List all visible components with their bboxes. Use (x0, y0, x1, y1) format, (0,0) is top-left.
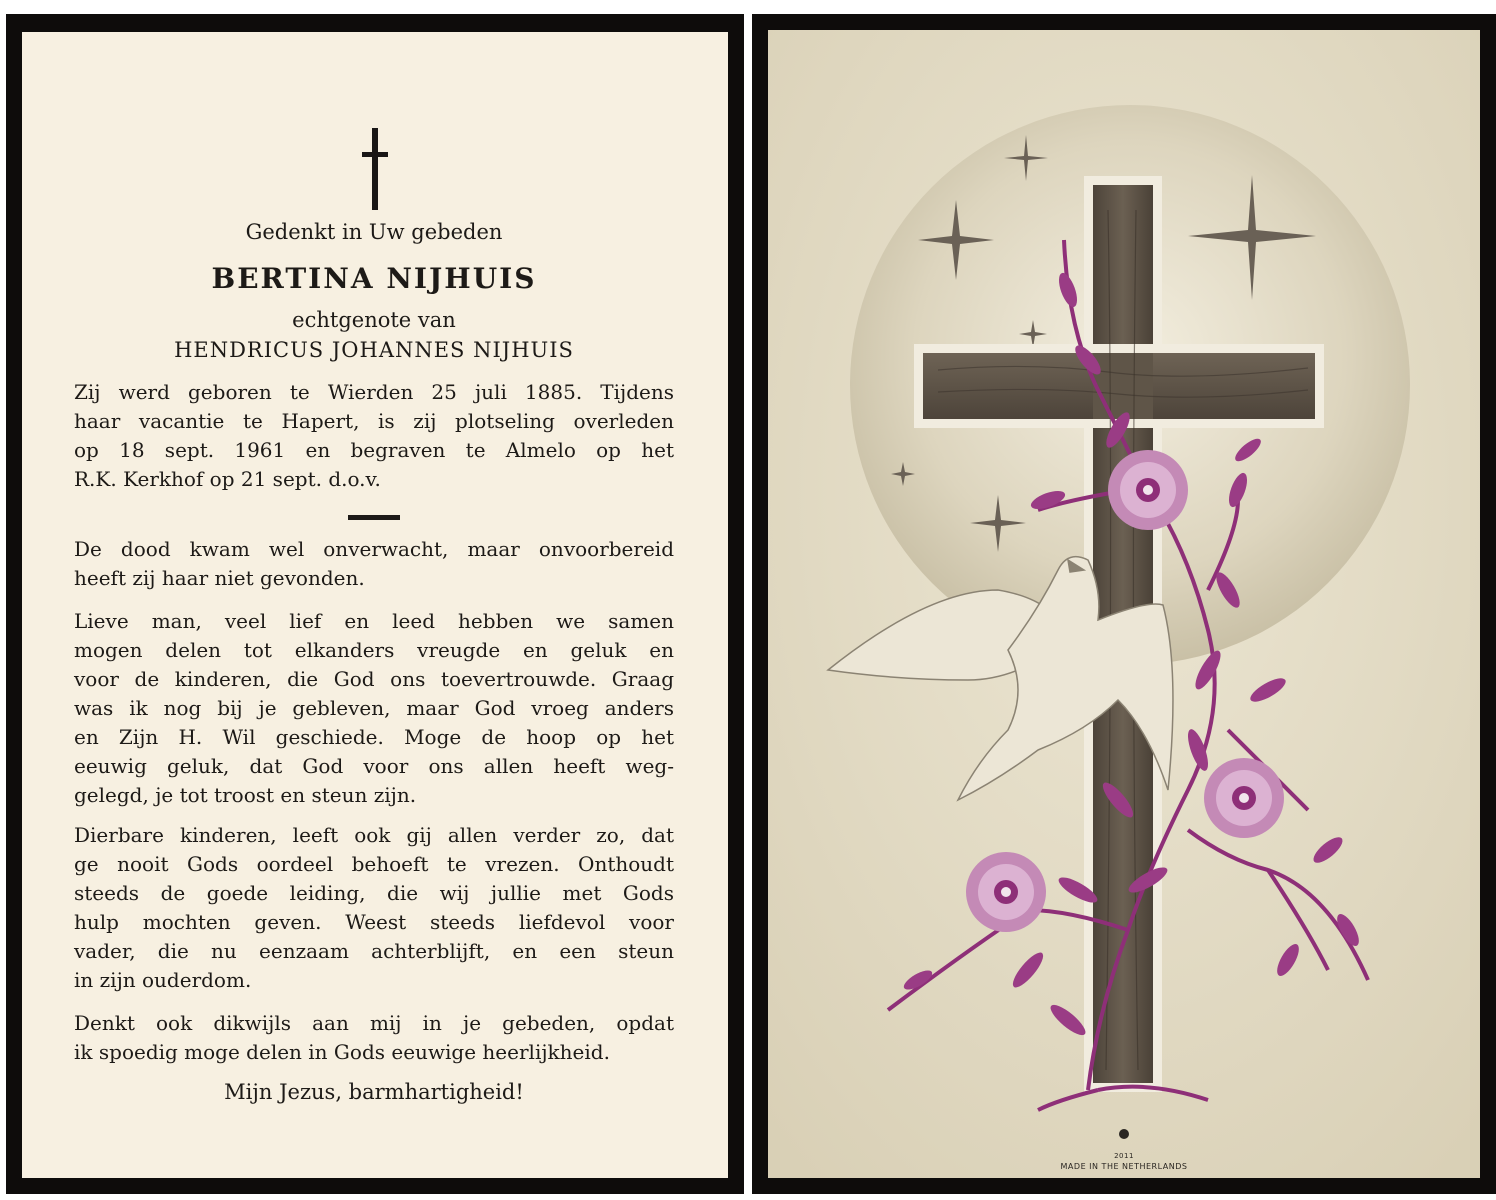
text-line: was ik nog bij je gebleven, maar God vroeg anders (74, 696, 674, 720)
imprint-text: MADE IN THE NETHERLANDS (1060, 1162, 1188, 1171)
text-line: Dierbare kinderen, leeft ook gij allen verder zo, dat (74, 823, 674, 847)
prayer-request-paragraph (74, 1009, 674, 1067)
message-paragraph (74, 535, 674, 593)
text-line: voor de kinderen, die God ons toevertrouwde. Graag (74, 667, 674, 691)
husband-name: HENDRICUS JOHANNES NIJHUIS (174, 338, 574, 362)
text-line: gelegd, je tot troost en steun zijn. (74, 783, 417, 807)
text-line: Denkt ook dikwijls aan mij in je gebeden, opdat (74, 1011, 674, 1035)
text-line: op 18 sept. 1961 en begraven te Almelo op het (74, 438, 674, 462)
text-line: ge nooit Gods oordeel behoeft te vrezen. Onthoudt (74, 852, 674, 876)
text-line: Lieve man, veel lief en leed hebben we samen (74, 609, 674, 633)
message-to-children-paragraph (74, 821, 674, 995)
print-code: 2011 (1114, 1152, 1134, 1160)
closing-prayer: Mijn Jezus, barmhartigheid! (224, 1080, 524, 1104)
text-line: mogen delen tot elkanders vreugde en geluk en (74, 638, 674, 662)
text-line: hulp mochten geven. Weest steeds liefdevol voor (74, 910, 674, 934)
relation-line: echtgenote van (292, 308, 456, 332)
text-line: heeft zij haar niet gevonden. (74, 566, 365, 590)
deceased-name: BERTINA NIJHUIS (211, 262, 537, 295)
text-line: en Zijn H. Wil geschiede. Moge de hoop op het (74, 725, 674, 749)
message-to-husband-paragraph (74, 607, 674, 810)
text-line: R.K. Kerkhof op 21 sept. d.o.v. (74, 467, 381, 491)
separator-rule (348, 515, 400, 520)
card-paper (22, 32, 728, 1178)
text-line: ik spoedig moge delen in Gods eeuwige heerlijkheid. (74, 1040, 610, 1064)
text-line: eeuwig geluk, dat God voor ons allen heeft weg- (74, 754, 674, 778)
biography-paragraph (74, 378, 674, 494)
cross-illustration (768, 30, 1480, 1178)
publisher-mark-icon (1119, 1129, 1129, 1139)
text-line: haar vacantie te Hapert, is zij plotseling overleden (74, 409, 674, 433)
text-line: De dood kwam wel onverwacht, maar onvoorbereid (74, 537, 674, 561)
memorial-image-card (752, 14, 1496, 1194)
text-line: steeds de goede leiding, die wij jullie met Gods (74, 881, 674, 905)
intro-line: Gedenkt in Uw gebeden (245, 220, 503, 244)
text-line: vader, die nu eenzaam achterblijft, en een steun (74, 939, 674, 963)
text-line: in zijn ouderdom. (74, 968, 252, 992)
illustration-svg (768, 30, 1480, 1178)
cross-icon (362, 128, 388, 210)
text-line: Zij werd geboren te Wierden 25 juli 1885. Tijdens (74, 380, 674, 404)
